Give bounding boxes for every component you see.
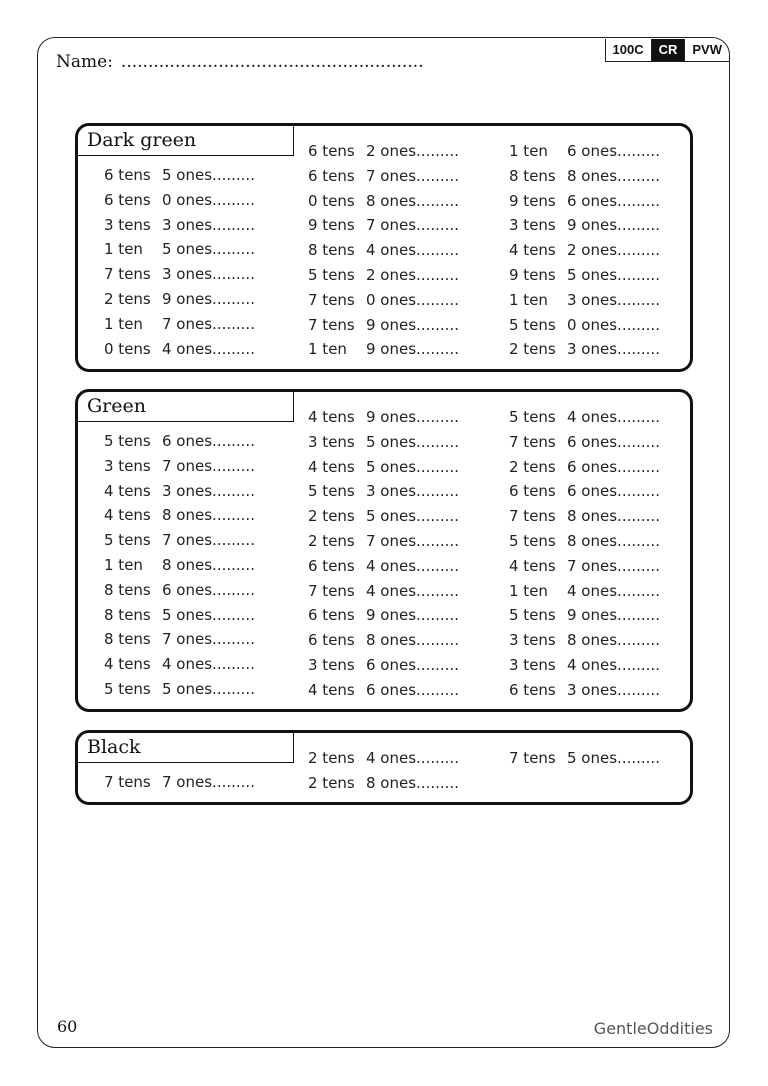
ones-value: 4 ones — [366, 556, 417, 575]
tens-value: 7 tens — [509, 432, 556, 451]
ones-value: 4 ones — [366, 749, 417, 767]
answer-dots[interactable]: ......... — [212, 240, 255, 259]
ones-value: 3 ones — [162, 265, 213, 284]
section-green — [75, 389, 693, 712]
exercise-item[interactable] — [509, 166, 660, 186]
exercise-item[interactable] — [308, 655, 459, 675]
ones-value: 6 ones — [567, 457, 618, 476]
tens-value: 1 ten — [509, 142, 548, 160]
exercise-item[interactable] — [104, 555, 255, 575]
tens-value: 5 tens — [104, 432, 151, 450]
answer-dots[interactable]: ......... — [416, 340, 459, 359]
answer-dots[interactable]: ......... — [212, 481, 255, 500]
tens-value: 4 tens — [308, 457, 355, 476]
tens-value: 6 tens — [308, 556, 355, 575]
exercise-item[interactable] — [509, 605, 660, 625]
exercise-item[interactable] — [509, 630, 660, 650]
ones-value: 9 ones — [366, 606, 417, 625]
exercise-item[interactable] — [308, 215, 459, 235]
name-field[interactable] — [56, 52, 424, 72]
tens-value: 5 tens — [509, 408, 556, 426]
exercise-item[interactable] — [308, 680, 459, 700]
exercise-item[interactable] — [509, 339, 660, 359]
ones-value: 5 ones — [162, 240, 213, 259]
answer-dots[interactable]: ......... — [212, 531, 255, 550]
exercise-item[interactable] — [509, 581, 660, 601]
tens-value: 5 tens — [308, 482, 355, 501]
exercise-item[interactable] — [104, 314, 255, 334]
answer-dots[interactable]: ......... — [416, 266, 459, 284]
ones-value: 8 ones — [366, 631, 417, 650]
ones-value: 6 ones — [567, 432, 618, 451]
tens-value: 1 ten — [104, 240, 143, 259]
answer-dots[interactable]: ......... — [416, 216, 459, 235]
tens-value: 9 tens — [509, 266, 556, 284]
tens-value: 3 tens — [509, 216, 556, 235]
tens-value: 1 ten — [509, 290, 548, 309]
ones-value: 5 ones — [366, 432, 417, 451]
exercise-item[interactable] — [104, 215, 255, 235]
tens-value: 6 tens — [308, 606, 355, 625]
answer-dots[interactable]: ......... — [416, 532, 459, 550]
answer-dots[interactable]: ......... — [617, 266, 660, 284]
exercise-item[interactable] — [509, 432, 660, 452]
exercise-item[interactable] — [308, 141, 459, 161]
ones-value: 8 ones — [162, 506, 213, 525]
exercise-item[interactable] — [308, 457, 459, 477]
exercise-item[interactable] — [308, 240, 459, 260]
tens-value: 9 tens — [509, 191, 556, 210]
exercise-item[interactable] — [104, 654, 255, 674]
ones-value: 4 ones — [366, 581, 417, 600]
answer-dots[interactable]: ......... — [617, 315, 660, 334]
tens-value: 4 tens — [509, 556, 556, 575]
ones-value: 7 ones — [366, 166, 417, 185]
exercise-item[interactable] — [104, 190, 255, 210]
answer-dots[interactable]: ......... — [212, 605, 255, 624]
answer-dots[interactable]: ......... — [212, 556, 255, 574]
tens-value: 8 tens — [509, 166, 556, 185]
answer-dots[interactable]: ......... — [212, 432, 255, 450]
answer-dots[interactable]: ......... — [212, 314, 255, 333]
exercise-item[interactable] — [308, 191, 459, 211]
ones-value: 9 ones — [162, 290, 213, 308]
ones-value: 0 ones — [567, 315, 618, 334]
exercise-item[interactable] — [104, 580, 255, 600]
tens-value: 7 tens — [509, 749, 556, 767]
section-title: Dark green — [78, 126, 294, 156]
ones-value: 5 ones — [567, 266, 618, 284]
ones-value: 3 ones — [567, 290, 618, 309]
answer-dots[interactable]: ......... — [416, 556, 459, 575]
answer-dots[interactable]: ......... — [416, 408, 459, 426]
ones-value: 7 ones — [366, 532, 417, 550]
ones-value: 6 ones — [162, 432, 213, 450]
exercise-item[interactable] — [308, 773, 459, 793]
tens-value: 8 tens — [104, 580, 151, 599]
answer-dots[interactable]: ......... — [416, 606, 459, 625]
exercise-item[interactable] — [308, 265, 459, 285]
exercise-item[interactable] — [104, 289, 255, 309]
exercise-item[interactable] — [308, 481, 459, 501]
answer-dots[interactable]: ......... — [617, 340, 660, 359]
tens-value: 3 tens — [104, 215, 151, 234]
ones-value: 3 ones — [162, 481, 213, 500]
exercise-item[interactable] — [308, 166, 459, 186]
answer-dots[interactable]: ......... — [212, 680, 255, 698]
answer-dots[interactable]: ......... — [617, 408, 660, 426]
tens-value: 3 tens — [308, 656, 355, 674]
answer-dots[interactable]: ......... — [617, 290, 660, 309]
answer-dots[interactable]: ......... — [212, 773, 255, 791]
exercise-item[interactable] — [104, 505, 255, 525]
answer-dots[interactable]: ......... — [212, 580, 255, 599]
ones-value: 4 ones — [567, 656, 618, 674]
exercise-item[interactable] — [104, 605, 255, 625]
answer-dots[interactable]: ......... — [617, 457, 660, 476]
exercise-item[interactable] — [509, 315, 660, 335]
exercise-item[interactable] — [509, 655, 660, 675]
exercise-item[interactable] — [104, 456, 255, 476]
ones-value: 8 ones — [567, 507, 618, 526]
tens-value: 3 tens — [104, 456, 151, 475]
ones-value: 5 ones — [567, 749, 618, 767]
exercise-item[interactable] — [104, 481, 255, 501]
tens-value: 4 tens — [308, 680, 355, 699]
exercise-item[interactable] — [509, 531, 660, 551]
tens-value: 4 tens — [509, 241, 556, 260]
ones-value: 9 ones — [366, 408, 417, 426]
tens-value: 3 tens — [308, 432, 355, 451]
answer-dots[interactable]: ......... — [617, 191, 660, 210]
exercise-item[interactable] — [308, 290, 459, 310]
tens-value: 6 tens — [509, 680, 556, 699]
tag-pvw: PVW — [684, 39, 729, 61]
exercise-item[interactable] — [104, 679, 255, 699]
exercise-item[interactable] — [104, 165, 255, 185]
answer-dots[interactable]: ......... — [212, 655, 255, 674]
section-dark-green — [75, 123, 693, 372]
tens-value: 6 tens — [308, 631, 355, 650]
tens-value: 6 tens — [308, 142, 355, 160]
exercise-item[interactable] — [509, 481, 660, 501]
answer-dots[interactable]: ......... — [617, 556, 660, 575]
ones-value: 3 ones — [567, 680, 618, 699]
exercise-item[interactable] — [509, 556, 660, 576]
answer-dots[interactable]: ......... — [212, 506, 255, 525]
tens-value: 7 tens — [308, 315, 355, 334]
ones-value: 5 ones — [162, 605, 213, 624]
ones-value: 4 ones — [162, 339, 213, 358]
ones-value: 8 ones — [567, 532, 618, 550]
answer-dots[interactable]: ......... — [416, 482, 459, 501]
ones-value: 7 ones — [366, 216, 417, 235]
tens-value: 8 tens — [104, 605, 151, 624]
answer-dots[interactable]: ......... — [617, 432, 660, 451]
ones-value: 8 ones — [567, 166, 618, 185]
exercise-item[interactable] — [104, 264, 255, 284]
tens-value: 5 tens — [509, 532, 556, 550]
tens-value: 7 tens — [308, 581, 355, 600]
answer-dots[interactable]: ......... — [617, 216, 660, 235]
tens-value: 7 tens — [104, 265, 151, 284]
brand-logo: GentleOddities — [593, 1019, 713, 1038]
answer-dots[interactable]: ......... — [212, 630, 255, 649]
tens-value: 2 tens — [308, 507, 355, 526]
ones-value: 4 ones — [162, 655, 213, 674]
exercise-item[interactable] — [104, 431, 255, 451]
answer-dots[interactable]: ......... — [416, 290, 459, 309]
exercise-item[interactable] — [104, 239, 255, 259]
tens-value: 2 tens — [308, 532, 355, 550]
answer-dots[interactable]: ......... — [617, 142, 660, 160]
exercise-item[interactable] — [509, 457, 660, 477]
tens-value: 0 tens — [308, 191, 355, 210]
ones-value: 5 ones — [162, 166, 213, 184]
tens-value: 6 tens — [509, 482, 556, 501]
name-label: Name: — [56, 52, 113, 72]
answer-dots[interactable]: ......... — [416, 191, 459, 210]
answer-dots[interactable]: ......... — [617, 631, 660, 650]
page-number: 60 — [57, 1017, 78, 1036]
ones-value: 8 ones — [567, 631, 618, 650]
tens-value: 1 ten — [308, 340, 347, 359]
answer-dots[interactable]: ......... — [416, 656, 459, 674]
ones-value: 4 ones — [366, 241, 417, 260]
ones-value: 5 ones — [162, 680, 213, 698]
tens-value: 8 tens — [104, 630, 151, 649]
answer-dots[interactable]: ......... — [416, 680, 459, 699]
exercise-item[interactable] — [308, 748, 459, 768]
answer-dots[interactable]: ......... — [416, 581, 459, 600]
answer-dots[interactable]: ......... — [416, 241, 459, 260]
answer-dots[interactable]: ......... — [617, 241, 660, 260]
tens-value: 3 tens — [509, 631, 556, 650]
exercise-item[interactable] — [104, 339, 255, 359]
answer-dots[interactable]: ......... — [212, 456, 255, 475]
answer-dots[interactable]: ......... — [416, 773, 459, 792]
ones-value: 6 ones — [567, 482, 618, 501]
answer-dots[interactable]: ......... — [617, 532, 660, 550]
answer-dots[interactable]: ......... — [416, 166, 459, 185]
section-title: Green — [78, 392, 294, 422]
ones-value: 8 ones — [366, 191, 417, 210]
answer-dots[interactable]: ......... — [416, 457, 459, 476]
tens-value: 5 tens — [509, 606, 556, 625]
ones-value: 2 ones — [366, 266, 417, 284]
answer-dots[interactable]: ......... — [212, 215, 255, 234]
tens-value: 4 tens — [104, 506, 151, 525]
level-tags — [605, 39, 729, 62]
ones-value: 9 ones — [567, 606, 618, 625]
answer-dots[interactable]: ......... — [416, 631, 459, 650]
answer-dots[interactable]: ......... — [212, 190, 255, 209]
answer-dots[interactable]: ......... — [416, 142, 459, 160]
tens-value: 1 ten — [509, 581, 548, 600]
ones-value: 9 ones — [366, 340, 417, 359]
ones-value: 7 ones — [162, 314, 213, 333]
exercise-item[interactable] — [509, 680, 660, 700]
answer-dots[interactable]: ......... — [617, 656, 660, 674]
tens-value: 7 tens — [308, 290, 355, 309]
answer-dots[interactable]: ......... — [617, 749, 660, 767]
ones-value: 0 ones — [162, 190, 213, 209]
ones-value: 7 ones — [162, 773, 213, 791]
exercise-item[interactable] — [509, 191, 660, 211]
ones-value: 8 ones — [366, 773, 417, 792]
ones-value: 2 ones — [366, 142, 417, 160]
answer-dots[interactable]: ......... — [212, 166, 255, 184]
exercise-item[interactable] — [509, 240, 660, 260]
answer-dots[interactable]: ......... — [416, 432, 459, 451]
exercise-item[interactable] — [509, 290, 660, 310]
tens-value: 2 tens — [104, 290, 151, 308]
exercise-item[interactable] — [104, 772, 255, 792]
tens-value: 6 tens — [104, 190, 151, 209]
exercise-item[interactable] — [308, 407, 459, 427]
answer-dots[interactable]: ......... — [416, 315, 459, 334]
ones-value: 0 ones — [366, 290, 417, 309]
section-black — [75, 730, 693, 805]
ones-value: 7 ones — [162, 630, 213, 649]
exercise-item[interactable] — [509, 215, 660, 235]
name-dots: ........................................................ — [120, 52, 424, 72]
ones-value: 5 ones — [366, 507, 417, 526]
ones-value: 3 ones — [366, 482, 417, 501]
ones-value: 3 ones — [567, 340, 618, 359]
answer-dots[interactable]: ......... — [416, 507, 459, 526]
tens-value: 4 tens — [104, 655, 151, 674]
ones-value: 6 ones — [162, 580, 213, 599]
ones-value: 6 ones — [567, 191, 618, 210]
ones-value: 6 ones — [366, 656, 417, 674]
ones-value: 9 ones — [567, 216, 618, 235]
exercise-item[interactable] — [509, 748, 660, 768]
tens-value: 0 tens — [104, 339, 151, 358]
exercise-item[interactable] — [509, 506, 660, 526]
answer-dots[interactable]: ......... — [212, 339, 255, 358]
section-title: Black — [78, 733, 294, 763]
exercise-item[interactable] — [308, 581, 459, 601]
tens-value: 6 tens — [308, 166, 355, 185]
exercise-item[interactable] — [509, 407, 660, 427]
tens-value: 2 tens — [308, 773, 355, 792]
tag-cr: CR — [651, 39, 685, 61]
exercise-item[interactable] — [104, 530, 255, 550]
ones-value: 7 ones — [162, 456, 213, 475]
exercise-item[interactable] — [308, 556, 459, 576]
ones-value: 8 ones — [162, 556, 213, 574]
tens-value: 8 tens — [308, 241, 355, 260]
answer-dots[interactable]: ......... — [416, 749, 459, 767]
exercise-item[interactable] — [509, 265, 660, 285]
ones-value: 4 ones — [567, 408, 618, 426]
tag-100c: 100C — [612, 42, 644, 57]
ones-value: 6 ones — [366, 680, 417, 699]
tens-value: 7 tens — [104, 773, 151, 791]
exercise-item[interactable] — [308, 531, 459, 551]
answer-dots[interactable]: ......... — [212, 290, 255, 308]
tens-value: 5 tens — [104, 531, 151, 550]
tens-value: 6 tens — [104, 166, 151, 184]
ones-value: 7 ones — [567, 556, 618, 575]
tens-value: 4 tens — [104, 481, 151, 500]
tens-value: 5 tens — [104, 680, 151, 698]
exercise-item[interactable] — [308, 315, 459, 335]
ones-value: 9 ones — [366, 315, 417, 334]
tens-value: 2 tens — [509, 340, 556, 359]
exercise-item[interactable] — [308, 605, 459, 625]
answer-dots[interactable]: ......... — [617, 507, 660, 526]
ones-value: 4 ones — [567, 581, 618, 600]
ones-value: 7 ones — [162, 531, 213, 550]
tens-value: 5 tens — [509, 315, 556, 334]
tens-value: 2 tens — [308, 749, 355, 767]
tens-value: 9 tens — [308, 216, 355, 235]
answer-dots[interactable]: ......... — [617, 581, 660, 600]
tens-value: 7 tens — [509, 507, 556, 526]
answer-dots[interactable]: ......... — [617, 166, 660, 185]
answer-dots[interactable]: ......... — [617, 606, 660, 625]
ones-value: 2 ones — [567, 241, 618, 260]
answer-dots[interactable]: ......... — [617, 680, 660, 699]
ones-value: 3 ones — [162, 215, 213, 234]
ones-value: 6 ones — [567, 142, 618, 160]
exercise-item[interactable] — [308, 339, 459, 359]
ones-value: 5 ones — [366, 457, 417, 476]
answer-dots[interactable]: ......... — [212, 265, 255, 284]
exercise-item[interactable] — [104, 629, 255, 649]
exercise-item[interactable] — [308, 630, 459, 650]
tens-value: 3 tens — [509, 656, 556, 674]
exercise-item[interactable] — [308, 432, 459, 452]
tens-value: 1 ten — [104, 314, 143, 333]
tens-value: 1 ten — [104, 556, 143, 574]
tens-value: 5 tens — [308, 266, 355, 284]
tens-value: 2 tens — [509, 457, 556, 476]
exercise-item[interactable] — [509, 141, 660, 161]
answer-dots[interactable]: ......... — [617, 482, 660, 501]
tens-value: 4 tens — [308, 408, 355, 426]
exercise-item[interactable] — [308, 506, 459, 526]
